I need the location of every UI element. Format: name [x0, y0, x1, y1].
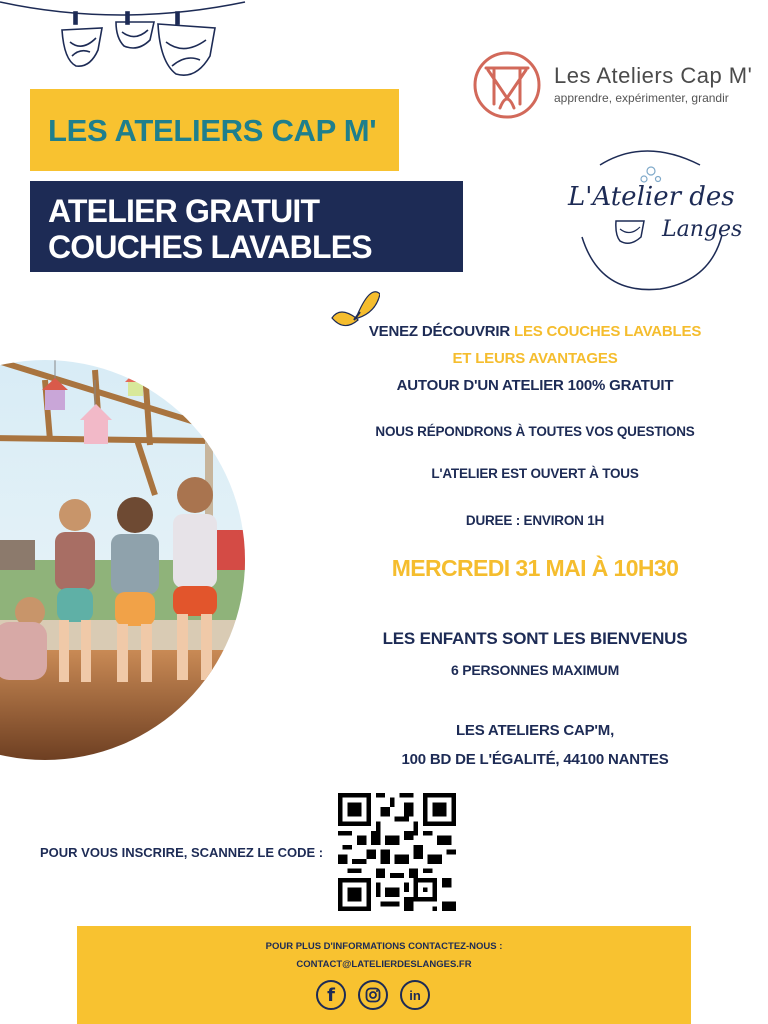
subtitle-banner: [30, 181, 463, 272]
qr-code[interactable]: [338, 793, 456, 911]
facebook-icon[interactable]: [316, 980, 346, 1010]
subtitle-line-2: COUCHES LAVABLES: [48, 229, 372, 265]
children-at-window-photo: [0, 360, 245, 760]
children-welcome-line: LES ENFANTS SONT LES BIENVENUS: [382, 629, 688, 648]
linkedin-icon[interactable]: [400, 980, 430, 1010]
questions-line: NOUS RÉPONDRONS À TOUTES VOS QUESTIONS: [375, 424, 695, 439]
signup-label: POUR VOUS INSCRIRE, SCANNEZ LE CODE :: [40, 845, 324, 860]
contact-prompt: POUR PLUS D'INFORMATIONS CONTACTEZ-NOUS :: [265, 941, 503, 952]
subtitle-line-1: ATELIER GRATUIT: [48, 193, 320, 229]
intro-highlight-1: LES COUCHES LAVABLES: [514, 323, 702, 340]
capacity-line: 6 PERSONNES MAXIMUM: [450, 662, 620, 678]
instagram-glyph: [365, 987, 381, 1003]
event-organizer-title: LES ATELIERS CAP M': [48, 113, 377, 148]
address-line-2: 100 BD DE L'ÉGALITÉ, 44100 NANTES: [401, 751, 669, 768]
open-line: L'ATELIER EST OUVERT À TOUS: [431, 466, 639, 481]
brand-tagline: apprendre, expérimenter, grandir: [554, 91, 729, 105]
contact-email-link[interactable]: CONTACT@LATELIERDESLANGES.FR: [296, 959, 472, 970]
instagram-icon[interactable]: [358, 980, 388, 1010]
linkedin-glyph: in: [409, 987, 421, 1003]
contact-footer: [77, 926, 691, 1024]
address-line-1: LES ATELIERS CAP'M,: [455, 722, 615, 739]
title-banner: [30, 89, 399, 171]
facebook-glyph: f: [327, 984, 335, 1006]
cap-m-logo-icon: [472, 50, 542, 120]
intro-line-3: AUTOUR D'UN ATELIER 100% GRATUIT: [396, 377, 674, 394]
partner-name-line-2: Langes: [662, 217, 743, 242]
duration-line: DUREE : ENVIRON 1H: [465, 513, 605, 528]
intro-highlight-2: ET LEURS AVANTAGES: [452, 350, 618, 367]
partner-name-line-1: L'Atelier des: [568, 182, 735, 212]
event-date: MERCREDI 31 MAI À 10H30: [391, 555, 679, 581]
brand-name: Les Ateliers Cap M': [554, 63, 753, 88]
clothesline-diapers-illustration: [0, 0, 260, 90]
intro-line-1: [330, 323, 740, 340]
intro-text: VENEZ DÉCOUVRIR: [368, 323, 514, 340]
